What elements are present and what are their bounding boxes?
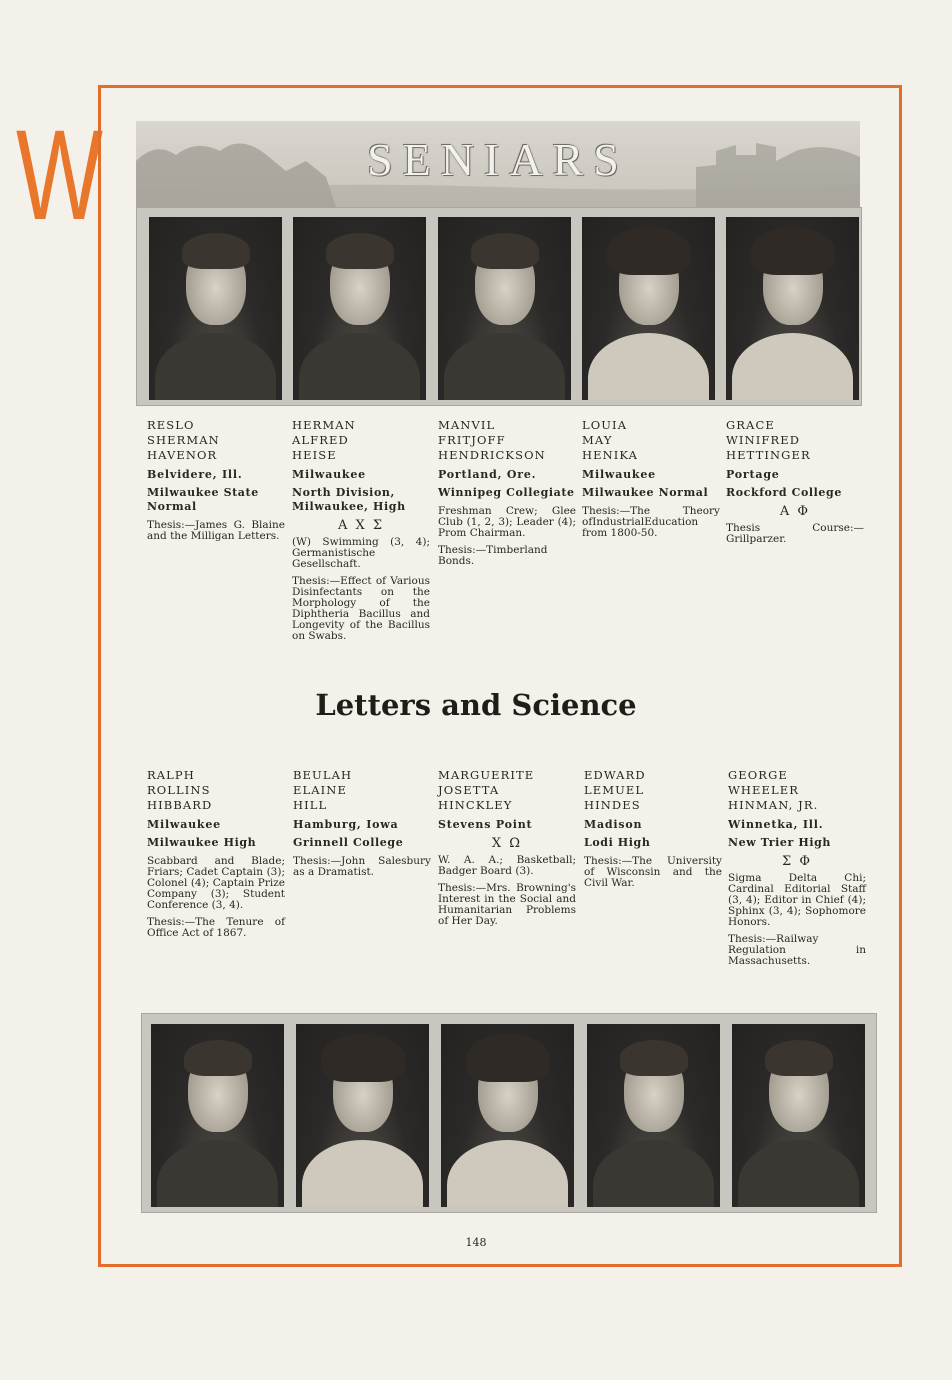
portrait-louia-henika: [582, 217, 715, 400]
portrait-edward-hindes: [587, 1024, 720, 1207]
entry-thesis: Thesis:—James G. Blaine and the Milligan Letters.: [147, 519, 285, 542]
entry-town: Belvidere, Ill.: [147, 468, 243, 481]
entry-school: Milwaukee Normal: [582, 486, 709, 499]
section-title: Letters and Science: [315, 688, 637, 722]
entry-name-line: HAVENOR: [147, 448, 218, 462]
portrait-grace-hettinger: [726, 217, 859, 400]
entry-school: Milwaukee State Normal: [147, 486, 259, 513]
portrait-manvil-hendrickson: [438, 217, 571, 400]
entry-thesis: Thesis:—Effect of Various Disinfectants on the Morphology of the Diphtheria Bacillus and Longevity of the Bacillus on Swabs.: [292, 575, 430, 642]
entry-top-2: [292, 418, 430, 642]
entry-town: Winnetka, Ill.: [728, 818, 824, 831]
entry-town: Milwaukee: [147, 818, 221, 831]
entry-activities: Scabbard and Blade; Friars; Cadet Captain (3); Colonel (4); Captain Prize Company (3); Student Conference (3, 4).: [147, 855, 285, 911]
portrait-beulah-hill: [296, 1024, 429, 1207]
entry-thesis: Thesis:—The University of Wisconsin and the Civil War.: [584, 855, 722, 889]
banner-title: SENIARS: [367, 134, 629, 185]
w-letter-mark: W: [16, 104, 101, 247]
entry-name-line: FRITJOFF: [438, 433, 506, 447]
entry-thesis: Thesis Course:—Grillparzer.: [726, 522, 864, 545]
portrait-herman-heise: [293, 217, 426, 400]
entry-name-line: GRACE: [726, 418, 775, 432]
entry-name-line: MANVIL: [438, 418, 496, 432]
entry-greek-letters: Α Φ: [779, 504, 811, 519]
entry-school: Winnipeg Collegiate: [438, 486, 575, 499]
entry-town: Stevens Point: [438, 818, 533, 831]
entry-thesis: Thesis:—Mrs. Browning's Interest in the Social and Humanitarian Problems of Her Day.: [438, 882, 576, 927]
entry-school: North Division, Milwaukee, High: [292, 486, 406, 513]
entry-name-line: ALFRED: [292, 433, 349, 447]
entry-name-line: HETTINGER: [726, 448, 811, 462]
entry-thesis: Thesis:—The Theory ofIndustrialEducation from 1800-50.: [582, 505, 720, 539]
entry-town: Milwaukee: [292, 468, 366, 481]
entry-name-line: HINCKLEY: [438, 798, 513, 812]
entry-name-line: HERMAN: [292, 418, 356, 432]
seniors-banner: [136, 121, 860, 207]
entry-greek-letters: Α Χ Σ: [337, 518, 385, 533]
entry-bottom-4: [584, 768, 722, 889]
entry-school: Grinnell College: [293, 836, 404, 849]
entry-name-line: ELAINE: [293, 783, 347, 797]
entry-school: Milwaukee High: [147, 836, 257, 849]
entry-name-line: MAY: [582, 433, 613, 447]
entry-thesis: Thesis:—John Salesbury as a Dramatist.: [293, 855, 431, 878]
entry-town: Portland, Ore.: [438, 468, 537, 481]
entry-name-line: WINIFRED: [726, 433, 801, 447]
entry-name-line: SHERMAN: [147, 433, 220, 447]
portrait-reslo-havenor: [149, 217, 282, 400]
entry-school: Lodi High: [584, 836, 651, 849]
entry-top-4: [582, 418, 720, 539]
entry-name-line: BEULAH: [293, 768, 353, 782]
entry-name-line: HILL: [293, 798, 328, 812]
entry-activities: Freshman Crew; Glee Club (1, 2, 3); Leader (4); Prom Chairman.: [438, 505, 576, 539]
page-number: 148: [465, 1236, 487, 1249]
entry-greek-letters: Χ Ω: [491, 836, 523, 851]
entry-activities: W. A. A.; Basketball; Badger Board (3).: [438, 854, 576, 877]
entry-name-line: RESLO: [147, 418, 195, 432]
entry-name-line: HENIKA: [582, 448, 639, 462]
entry-town: Milwaukee: [582, 468, 656, 481]
portrait-marguerite-hinckley: [441, 1024, 574, 1207]
entry-thesis: Thesis:—Railway Regulation in Massachusetts.: [728, 933, 866, 967]
entry-name-line: JOSETTA: [438, 783, 500, 797]
entry-thesis: Thesis:—Timberland Bonds.: [438, 544, 548, 567]
entry-top-3: [438, 418, 576, 567]
entry-name-line: LOUIA: [582, 418, 628, 432]
entry-school: New Trier High: [728, 836, 831, 849]
entry-activities: (W) Swimming (3, 4); Germanistische Gesellschaft.: [292, 536, 430, 570]
entry-name-line: HIBBARD: [147, 798, 213, 812]
entry-name-line: MARGUERITE: [438, 768, 535, 782]
entry-top-5: [726, 418, 864, 545]
entry-thesis: Thesis:—The Tenure of Office Act of 1867.: [147, 916, 285, 939]
entry-greek-letters: Σ Φ: [782, 854, 812, 869]
entry-top-1: [147, 418, 285, 542]
entry-name-line: EDWARD: [584, 768, 646, 782]
entry-town: Hamburg, Iowa: [293, 818, 399, 831]
entry-name-line: WHEELER: [728, 783, 800, 797]
portrait-george-hinman: [732, 1024, 865, 1207]
entry-name-line: HENDRICKSON: [438, 448, 546, 462]
entry-name-line: HINDES: [584, 798, 641, 812]
entry-bottom-5: [728, 768, 866, 967]
entry-bottom-1: [147, 768, 285, 939]
entry-name-line: HINMAN, JR.: [728, 798, 819, 812]
entry-school: Rockford College: [726, 486, 842, 499]
portrait-ralph-hibbard: [151, 1024, 284, 1207]
entry-name-line: GEORGE: [728, 768, 788, 782]
entry-bottom-3: [438, 768, 576, 927]
entry-name-line: LEMUEL: [584, 783, 645, 797]
entry-bottom-2: [293, 768, 431, 878]
entry-town: Portage: [726, 468, 780, 481]
entry-activities: Sigma Delta Chi; Cardinal Editorial Staff (3, 4); Editor in Chief (4); Sphinx (3, 4); Sophomore Honors.: [728, 872, 866, 928]
entry-name-line: HEISE: [292, 448, 337, 462]
entry-town: Madison: [584, 818, 643, 831]
entry-name-line: ROLLINS: [147, 783, 211, 797]
entry-name-line: RALPH: [147, 768, 195, 782]
